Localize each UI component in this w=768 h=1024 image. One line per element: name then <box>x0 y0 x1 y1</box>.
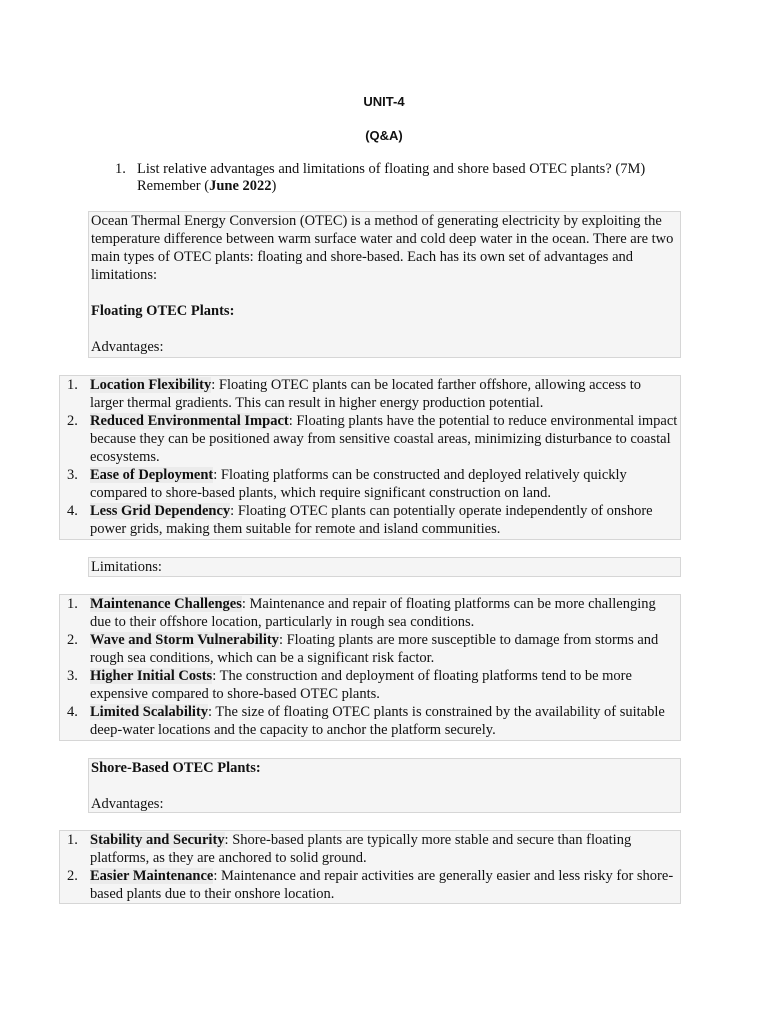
list-item: 3. Ease of Deployment: Floating platforms can be constructed and deployed relatively quickly compared to shore-based plants, which require significant construction on land. <box>67 467 627 501</box>
question-date: June 2022 <box>209 178 272 194</box>
list-item: 4. Less Grid Dependency: Floating OTEC plants can potentially operate independently of onshore power grids, making them suitable for remote and island communities. <box>67 503 653 537</box>
qa-heading: (Q&A) <box>365 128 403 143</box>
shore-advantages-label: Advantages: <box>91 796 164 812</box>
floating-heading: Floating OTEC Plants: <box>91 303 235 319</box>
question-text: List relative advantages and limitations of floating and shore based OTEC plants? (7M) Remember (June 2022) <box>137 161 646 194</box>
limitations-label-box <box>88 557 681 577</box>
list-item: 2. Reduced Environmental Impact: Floating plants have the potential to reduce environmental impact because they can be positioned away from sensitive coastal areas, minimizing disturbance to coastal ecosystems. <box>67 413 678 465</box>
list-item: 1. Stability and Security: Shore-based plants are typically more stable and secure than floating platforms, as they are anchored to solid ground. <box>67 832 632 866</box>
list-item: 4. Limited Scalability: The size of floating OTEC plants is constrained by the availability of suitable deep-water locations and the capacity to anchor the platform securely. <box>67 704 665 738</box>
floating-advantages-label: Advantages: <box>91 339 164 355</box>
floating-limitations-list <box>59 594 681 741</box>
list-item: 1. Location Flexibility: Floating OTEC plants can be located farther offshore, allowing access to larger thermal gradients. This can result in higher energy production potential. <box>67 377 642 411</box>
limitations-label: Limitations: <box>91 559 162 575</box>
list-item: 3. Higher Initial Costs: The construction and deployment of floating platforms tend to be more expensive compared to shore-based OTEC plants. <box>67 668 632 702</box>
floating-advantages-list <box>59 375 681 540</box>
list-item: 1. Maintenance Challenges: Maintenance and repair of floating platforms can be more challenging due to their offshore location, particularly in rough sea conditions. <box>67 596 656 630</box>
shore-advantages-list <box>59 830 681 904</box>
intro-section <box>88 211 681 358</box>
question-1 <box>115 161 675 195</box>
shore-heading: Shore-Based OTEC Plants: <box>91 760 261 776</box>
intro-paragraph: Ocean Thermal Energy Conversion (OTEC) is a method of generating electricity by exploiting the temperature difference between warm surface water and cold deep water in the ocean. There are two main types of OTEC plants: floating and shore-based. Each has its own set of advantages and limitations: <box>91 213 674 283</box>
shore-section <box>88 758 681 813</box>
list-item: 2. Easier Maintenance: Maintenance and repair activities are generally easier and less risky for shore-based plants due to their onshore location. <box>67 868 674 902</box>
unit-heading: UNIT-4 <box>363 94 405 109</box>
question-number: 1. <box>115 161 126 177</box>
list-item: 2. Wave and Storm Vulnerability: Floating plants are more susceptible to damage from storms and rough sea conditions, which can be a significant risk factor. <box>67 632 659 666</box>
